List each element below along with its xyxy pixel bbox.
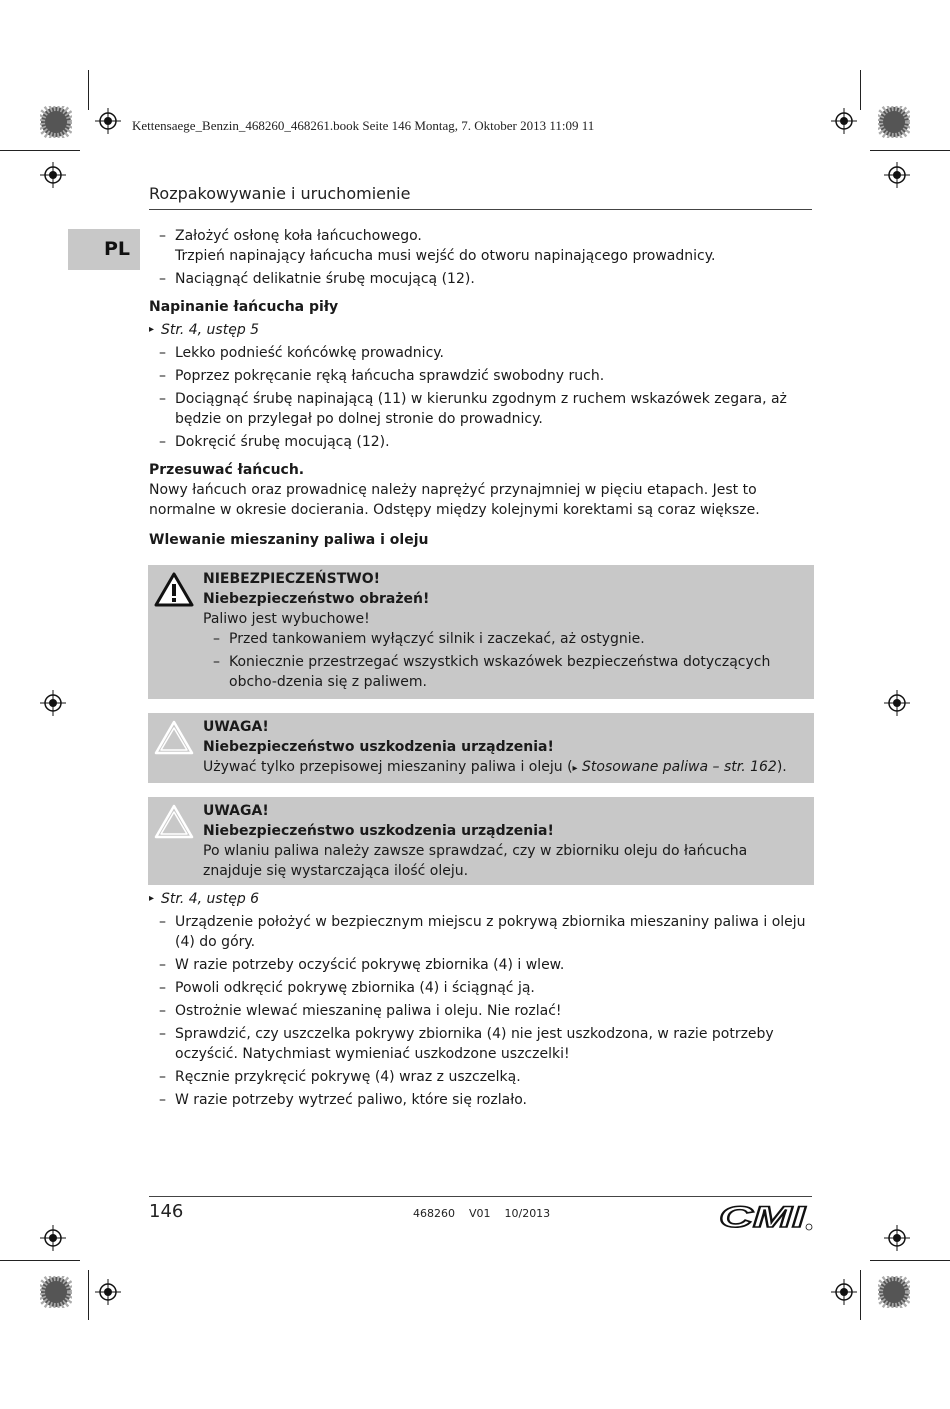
list-item: – Przed tankowaniem wyłączyć silnik i zaczekać, aż ostygnie. bbox=[213, 631, 645, 647]
danger-subtitle: Niebezpieczeństwo obrażeń! bbox=[203, 591, 430, 607]
danger-title: NIEBEZPIECZEŃSTWO! bbox=[203, 571, 380, 587]
registration-mark-icon bbox=[95, 1279, 121, 1305]
list-item: – Dokręcić śrubę mocującą (12). bbox=[159, 434, 390, 450]
color-wheel-icon bbox=[878, 106, 910, 138]
figure-reference: ▸ Str. 4, ustęp 5 bbox=[149, 322, 260, 338]
registration-mark-icon bbox=[40, 690, 66, 716]
registration-mark-icon bbox=[831, 1279, 857, 1305]
section-title: Rozpakowywanie i uruchomienie bbox=[149, 184, 411, 203]
footer-rule bbox=[149, 1196, 812, 1197]
heading-fuel: Wlewanie mieszaniny paliwa i oleju bbox=[149, 532, 429, 548]
page-reference-link[interactable]: Stosowane paliwa – str. 162 bbox=[582, 759, 777, 775]
registration-mark-icon bbox=[884, 162, 910, 188]
page-number: 146 bbox=[149, 1201, 184, 1222]
caution-box bbox=[148, 797, 814, 885]
registration-mark-icon bbox=[884, 1225, 910, 1251]
color-wheel-icon bbox=[40, 106, 72, 138]
list-item: – W razie potrzeby wytrzeć paliwo, które się rozlało. bbox=[159, 1092, 527, 1108]
arrow-icon: ▸ bbox=[572, 763, 578, 774]
registration-mark-icon bbox=[831, 108, 857, 134]
caution-text: Używać tylko przepisowej mieszaniny paliwa i oleju (▸ Stosowane paliwa – str. 162). bbox=[203, 759, 787, 775]
list-item: – Ostrożnie wlewać mieszaninę paliwa i oleju. Nie rozlać! bbox=[159, 1003, 562, 1019]
list-item: – Lekko podnieść końcówkę prowadnicy. bbox=[159, 345, 445, 361]
list-item: – W razie potrzeby oczyścić pokrywę zbiornika (4) i wlew. bbox=[159, 957, 565, 973]
caution-subtitle: Niebezpieczeństwo uszkodzenia urządzenia! bbox=[203, 823, 554, 839]
list-item: – Urządzenie położyć w bezpiecznym miejscu z pokrywą zbiornika mieszaniny paliwa i oleju (4) do góry. bbox=[159, 914, 806, 950]
list-item: – Ręcznie przykręcić pokrywę (4) wraz z uszczelką. bbox=[159, 1069, 521, 1085]
caution-text: Po wlaniu paliwa należy zawsze sprawdzać, czy w zbiorniku oleju do łańcucha znajduje się wystarczająca ilość oleju. bbox=[203, 843, 748, 879]
color-wheel-icon bbox=[878, 1276, 910, 1308]
caution-triangle-icon bbox=[154, 804, 194, 840]
registration-mark-icon bbox=[95, 108, 121, 134]
language-tab-label: PL bbox=[103, 238, 130, 260]
heading-chain: Przesuwać łańcuch. bbox=[149, 462, 305, 478]
print-header: Kettensaege_Benzin_468260_468261.book Seite 146 Montag, 7. Oktober 2013 11:09 11 bbox=[132, 118, 595, 133]
registration-mark-icon bbox=[884, 690, 910, 716]
caution-triangle-icon bbox=[154, 720, 194, 756]
list-item: – Naciągnąć delikatnie śrubę mocującą (12). bbox=[159, 271, 475, 287]
registration-mark-icon bbox=[40, 162, 66, 188]
brand-logo bbox=[717, 1200, 813, 1232]
title-rule bbox=[149, 209, 812, 210]
figure-reference: ▸ Str. 4, ustęp 6 bbox=[149, 891, 260, 907]
page-content bbox=[149, 226, 814, 1113]
language-tab bbox=[68, 229, 140, 270]
list-item: – Poprzez pokręcanie ręką łańcucha sprawdzić swobodny ruch. bbox=[159, 368, 605, 384]
arrow-icon: ▸ bbox=[149, 324, 155, 335]
warning-triangle-icon bbox=[154, 572, 194, 608]
registration-mark-icon bbox=[40, 1225, 66, 1251]
caution-subtitle: Niebezpieczeństwo uszkodzenia urządzenia! bbox=[203, 739, 554, 755]
list-item: – Koniecznie przestrzegać wszystkich wskazówek bezpieczeństwa dotyczących obcho-dzenia się z paliwem. bbox=[213, 654, 771, 690]
list-item: – Powoli odkręcić pokrywę zbiornika (4) i ściągnąć ją. bbox=[159, 980, 535, 996]
danger-box bbox=[148, 565, 814, 699]
color-wheel-icon bbox=[40, 1276, 72, 1308]
caution-title: UWAGA! bbox=[203, 719, 269, 735]
list-item: – Założyć osłonę koła łańcuchowego. Trzpień napinający łańcucha musi wejść do otworu napinającego prowadnicy. bbox=[159, 228, 716, 264]
paragraph-chain: Nowy łańcuch oraz prowadnicę należy naprężyć przynajmniej w pięciu etapach. Jest to normalne w okresie docierania. Odstępy między kolejnymi korektami są coraz większe. bbox=[149, 482, 760, 518]
danger-text: Paliwo jest wybuchowe! bbox=[203, 611, 370, 627]
arrow-icon: ▸ bbox=[149, 893, 155, 904]
footer-code: 468260 V01 10/2013 bbox=[413, 1207, 551, 1220]
list-item: – Sprawdzić, czy uszczelka pokrywy zbiornika (4) nie jest uszkodzona, w razie potrzeby oczyścić. Natychmiast wymieniać uszkodzone uszczelki! bbox=[159, 1026, 774, 1062]
list-item: – Dociągnąć śrubę napinającą (11) w kierunku zgodnym z ruchem wskazówek zegara, aż będzie on przylegał po dolnej stronie do prowadnicy. bbox=[159, 391, 787, 427]
caution-title: UWAGA! bbox=[203, 803, 269, 819]
heading-tension: Napinanie łańcucha piły bbox=[149, 299, 339, 315]
svg-text:CMI: CMI bbox=[719, 1201, 807, 1232]
caution-box bbox=[148, 713, 814, 783]
